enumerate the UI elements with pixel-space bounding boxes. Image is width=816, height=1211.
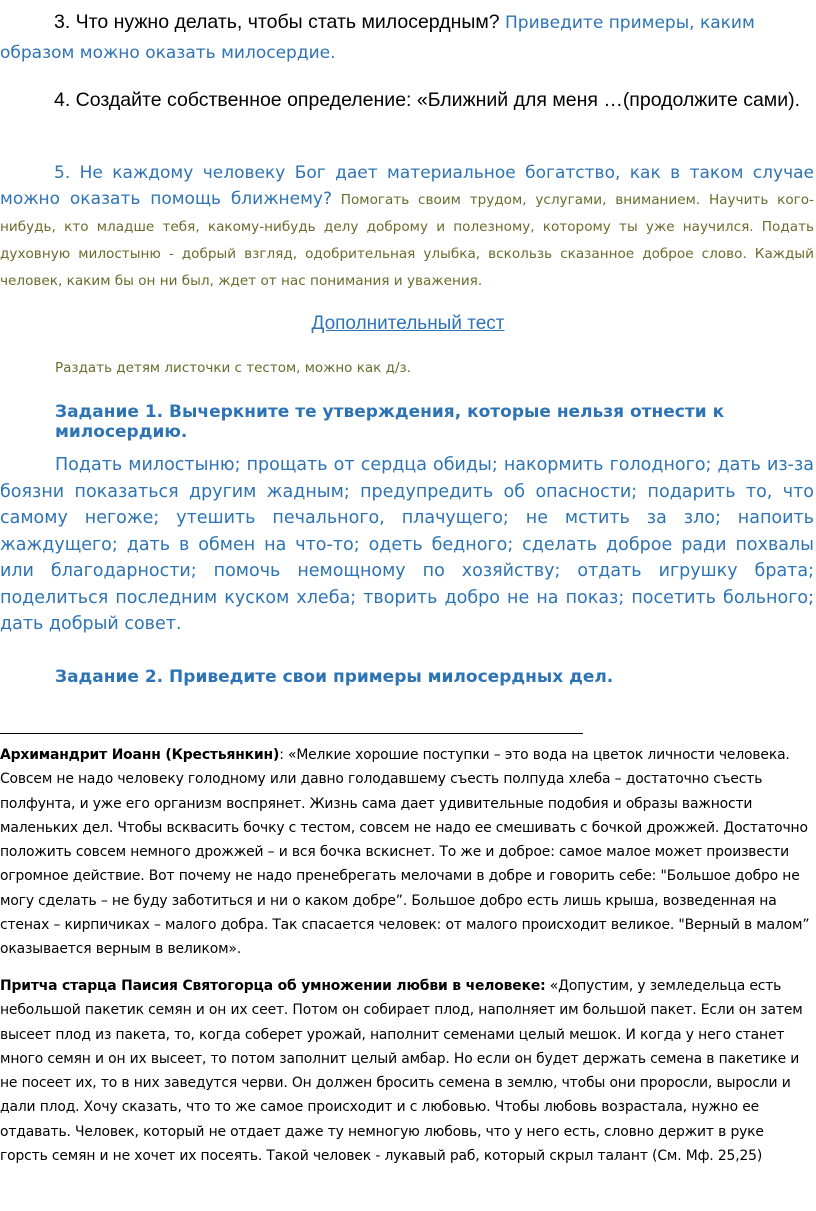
- footnote-divider: [0, 733, 583, 734]
- question-4-text: 4. Создайте собственное определение: «Ближний для меня …(продолжите сами).: [54, 89, 801, 111]
- footnote-author: Архимандрит Иоанн (Крестьянкин): [0, 747, 280, 763]
- question-5-answer: Помогать своим трудом, услугами, вниманием. Научить кого-нибудь, кто младше тебя, какому-нибудь делу доброму и полезному, которому ты уже научился. Подать духовную милостыню - добрый взгляд, одобрительная улыбка, вскользь сказанное доброе слово. Каждый человек, каким бы он ни был, ждет от нас понимания и уважения.: [0, 192, 815, 289]
- footnote-author: Притча старца Паисия Святогорца об умножении любви в человеке:: [0, 978, 546, 994]
- footnote-paisios: [0, 974, 812, 1168]
- footnote-text: : «Мелкие хорошие поступки – это вода на цветок личности человека. Совсем не надо человеку голодному или давно голодавшему съесть полпуда хлеба – достаточно съесть полфунта, и уже его организм воспрянет. Жизнь сама дает удивительные подобия и образы важности маленьких дел. Чтобы всквасить бочку с тестом, совсем не надо ее смешивать с бочкой дрожжей. Достаточно положить совсем немного дрожжей – и вся бочка вскиснет. То же и доброе: самое малое может произвести огромное действие. Вот почему не надо пренебрегать мелочами в добре и говорить себе: "Большое добро не могу сделать – не буду заботиться и ни о каком добре”. Большое добро есть лишь крыша, возведенная на стенах – кирпичиках – малого добра. Так спасается человек: от малого происходит великое. "Верный в малом” оказывается верным в великом».: [0, 747, 810, 958]
- footnote-text: «Допустим, у земледельца есть небольшой пакетик семян и он их сеет. Потом он собирает плод, наполняет им большой пакет. Если он затем высеет плод из пакета, то, когда соберет урожай, наполнит семенами целый мешок. И когда у него станет много семян и он их высеет, то потом заполнит целый амбар. Но если он будет держать семена в пакетике и не посеет их, то в них заведутся черви. Он должен бросить семена в землю, чтобы они проросли, выросли и дали плод. Хочу сказать, что то же самое происходит и с любовью. Чтобы любовь возрастала, нужно ее отдавать. Человек, который не отдает даже ту немногую любовь, что у него есть, словно держит в руке горсть семян и не хочет их посеять. Такой человек - лукавый раб, который скрыл талант (См. Мф. 25,25): [0, 978, 803, 1165]
- task-1-title: Задание 1. Вычеркните те утверждения, которые нельзя отнести к милосердию.: [55, 402, 725, 442]
- question-5-text: 5. Не каждому человеку Бог дает материальное богатство, как в таком случае можно оказать помощь ближнему?: [0, 163, 814, 209]
- question-3-text: 3. Что нужно делать, чтобы стать милосердным?: [54, 11, 500, 33]
- footnote-krestyankin: [0, 743, 812, 962]
- question-3-hint: Приведите примеры, каким образом можно оказать милосердие.: [0, 13, 755, 63]
- question-4: [0, 86, 814, 115]
- question-5: [0, 160, 814, 294]
- teacher-note: Раздать детям листочки с тестом, можно как д/з.: [55, 360, 411, 376]
- task-1-statements: Подать милостыню; прощать от сердца обиды; накормить голодного; дать из-за боязни показаться другим жадным; предупредить об опасности; подарить то, что самому негоже; утешить печального, плачущего; не мстить за зло; напоить жаждущего; дать в обмен на что-то; одеть бедного; сделать доброе ради похвалы или благодарности; помочь немощному по хозяйству; отдать игрушку брата; поделиться последним куском хлеба; творить добро не на показ; посетить больного; дать добрый совет.: [0, 455, 814, 634]
- task-2-title: Задание 2. Приведите свои примеры милосердных дел.: [55, 667, 614, 687]
- question-3: [0, 8, 814, 68]
- extra-test-heading: Дополнительный тест: [311, 313, 505, 334]
